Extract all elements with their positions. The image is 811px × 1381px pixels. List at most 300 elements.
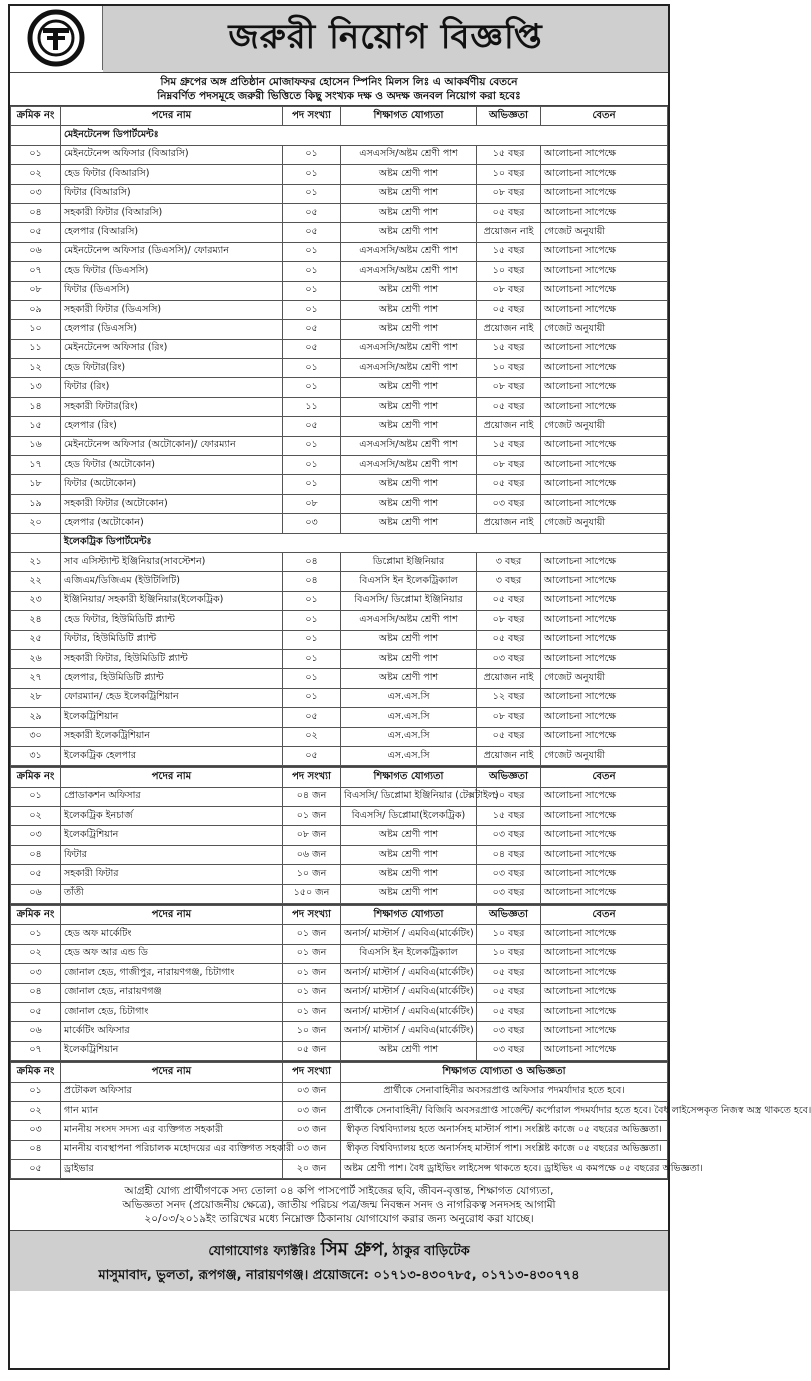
cell-edu: ডিপ্লোমা ইঞ্জিনিয়ার [341, 552, 477, 571]
cell-edu: অষ্টম শ্রেণী পাশ [341, 865, 477, 884]
cell-exp: ১২ বছর [477, 688, 541, 707]
col-header-sl: ক্রমিক নং [11, 107, 61, 126]
cell-post: মেইনটেনেন্স অফিসার (অটোকোন)/ ফোরম্যান [61, 436, 283, 455]
cell-salary: আলোচনা সাপেক্ষে [541, 456, 668, 475]
cell-post: ইলেকট্রিশিয়ান [61, 708, 283, 727]
col-header-post: পদের নাম [61, 107, 283, 126]
table-row [11, 397, 668, 416]
cell-exp: ১৫ বছর [477, 436, 541, 455]
cell-sl: ০৫ [11, 223, 61, 242]
cell-post: ফিটার, হিউমিডিটি প্ল্যান্ট [61, 630, 283, 649]
cell-sl: ০৮ [11, 281, 61, 300]
col-header-count: পদ সংখ্যা [283, 906, 341, 925]
cell-edu: অষ্টম শ্রেণী পাশ [341, 649, 477, 668]
cell-salary: আলোচনা সাপেক্ষে [541, 1041, 668, 1060]
table-row [11, 184, 668, 203]
cell-post: তাঁতী [61, 884, 283, 903]
cell-edu: এস.এস.সি [341, 727, 477, 746]
cell-sl: ০৫ [11, 865, 61, 884]
cell-edu-exp: প্রার্থীকে সেনাবাহিনীর অবসরপ্রাপ্ত অফিসার পদমর্যাদার হতে হবে। [341, 1082, 668, 1101]
page-title: জরুরী নিয়োগ বিজ্ঞপ্তি [228, 16, 543, 57]
cell-post: হেড ফিটার(রিং) [61, 359, 283, 378]
cell-edu: বিএসসি ইন ইলেকট্রিক্যাল [341, 944, 477, 963]
cell-exp: ০৫ বছর [477, 203, 541, 222]
cell-exp: ১৫ বছর [477, 145, 541, 164]
cell-post: ইঞ্জিনিয়ার/ সহকারী ইঞ্জিনিয়ার(ইলেকট্রিক) [61, 591, 283, 610]
cell-edu: অষ্টম শ্রেণী পাশ [341, 1041, 477, 1060]
table-row [11, 1140, 668, 1159]
cell-count: ০১ [283, 242, 341, 261]
col-header-salary: বেতন [541, 107, 668, 126]
cell-count: ০৮ [283, 494, 341, 513]
table-row [11, 1121, 668, 1140]
cell-salary: আলোচনা সাপেক্ষে [541, 727, 668, 746]
table-row [11, 611, 668, 630]
cell-salary: আলোচনা সাপেক্ষে [541, 203, 668, 222]
cell-post: হেলপার (রিং) [61, 417, 283, 436]
col-header-exp: অভিজ্ঞতা [477, 906, 541, 925]
cell-exp: ০৫ বছর [477, 475, 541, 494]
cell-edu: এসএসসি/অষ্টম শ্রেণী পাশ [341, 436, 477, 455]
cell-sl: ১১ [11, 339, 61, 358]
cell-sl: ০৭ [11, 1041, 61, 1060]
cell-salary: গেজেট অনুযায়ী [541, 746, 668, 765]
cell-salary: আলোচনা সাপেক্ষে [541, 494, 668, 513]
cell-count: ০৫ জন [283, 1041, 341, 1060]
table-row [11, 514, 668, 533]
cell-count: ০৪ জন [283, 787, 341, 806]
cell-count: ০৫ [283, 320, 341, 339]
instruction-line: অভিজ্ঞতা সনদ (প্রয়োজনীয় ক্ষেত্রে), জাতীয় পরিচয় পত্র/জন্ম নিবন্ধন সনদ ও নাগরিকত্ব সনদসহ আগামী [122, 1199, 556, 1212]
cell-exp: ১৫ বছর [477, 339, 541, 358]
cell-count: ০৫ [283, 339, 341, 358]
marketing-table [10, 905, 668, 1062]
table-row [11, 552, 668, 571]
title-banner [103, 6, 668, 72]
cell-count: ০২ [283, 727, 341, 746]
cell-salary: আলোচনা সাপেক্ষে [541, 572, 668, 591]
cell-exp: ১০ বছর [477, 925, 541, 944]
table-row [11, 281, 668, 300]
cell-count: ০১ [283, 669, 341, 688]
table-row [11, 320, 668, 339]
cell-count: ০১ [283, 591, 341, 610]
cell-exp: প্রয়োজন নাই [477, 320, 541, 339]
table-row [11, 983, 668, 1002]
cell-post: হেড অফ আর এন্ড ডি [61, 944, 283, 963]
table-row [11, 1101, 668, 1120]
header [10, 6, 668, 73]
col-header-salary: বেতন [541, 768, 668, 787]
table-row [11, 649, 668, 668]
cell-exp: ০৩ বছর [477, 884, 541, 903]
cell-exp: ০৫ বছর [477, 630, 541, 649]
col-header-edu: শিক্ষাগত যোগ্যতা [341, 906, 477, 925]
col-header-exp: অভিজ্ঞতা [477, 107, 541, 126]
cell-salary: আলোচনা সাপেক্ষে [541, 184, 668, 203]
cell-sl: ২৪ [11, 611, 61, 630]
section-row [11, 126, 668, 145]
cell-count: ১৫০ জন [283, 884, 341, 903]
table-row [11, 145, 668, 164]
section-sl-cell [11, 533, 61, 552]
cell-salary: আলোচনা সাপেক্ষে [541, 845, 668, 864]
cell-edu: অষ্টম শ্রেণী পাশ [341, 378, 477, 397]
cell-sl: ০২ [11, 944, 61, 963]
cell-sl: ০৯ [11, 300, 61, 319]
cell-post: হেলপার (অটোকোন) [61, 514, 283, 533]
cell-salary: আলোচনা সাপেক্ষে [541, 339, 668, 358]
cell-salary: আলোচনা সাপেক্ষে [541, 884, 668, 903]
cell-sl: ১৮ [11, 475, 61, 494]
cell-edu: অষ্টম শ্রেণী পাশ [341, 630, 477, 649]
cell-edu: এস.এস.সি [341, 688, 477, 707]
cell-sl: ২৬ [11, 649, 61, 668]
table-row [11, 1022, 668, 1041]
cell-salary: আলোচনা সাপেক্ষে [541, 944, 668, 963]
table-row [11, 944, 668, 963]
cell-count: ১০ জন [283, 865, 341, 884]
cell-post: এজিএম/ডিজিএম (ইউটিলিটি) [61, 572, 283, 591]
table-row [11, 339, 668, 358]
col-header-edu-exp: শিক্ষাগত যোগ্যতা ও অভিজ্ঞতা [341, 1063, 668, 1082]
cell-edu: অনার্স/ মাস্টার্স / এমবিএ(মার্কেটিং) [341, 964, 477, 983]
cell-salary: আলোচনা সাপেক্ষে [541, 378, 668, 397]
cell-exp: প্রয়োজন নাই [477, 417, 541, 436]
table-row [11, 223, 668, 242]
instruction-line: ২০/০৩/২০১৯ইং তারিখের মধ্যে নিম্নোক্ত ঠিকানায় যোগাযোগ করার জন্য অনুরোধ করা যাচ্ছে। [144, 1213, 534, 1226]
cell-count: ০৫ [283, 417, 341, 436]
cell-edu: এসএসসি/অষ্টম শ্রেণী পাশ [341, 456, 477, 475]
table-header-row [11, 1063, 668, 1082]
cell-sl: ০৫ [11, 1002, 61, 1021]
cell-exp: প্রয়োজন নাই [477, 746, 541, 765]
cell-edu: বিএসসি ইন ইলেকট্রিক্যাল [341, 572, 477, 591]
cell-post: ফিটার (রিং) [61, 378, 283, 397]
cell-salary: আলোচনা সাপেক্ষে [541, 983, 668, 1002]
cell-count: ০১ [283, 475, 341, 494]
table-row [11, 884, 668, 903]
cell-post: হেড ফিটার (ডিএসসি) [61, 262, 283, 281]
cell-exp: ১৫ বছর [477, 242, 541, 261]
cell-count: ০১ [283, 262, 341, 281]
cell-edu: এস.এস.সি [341, 708, 477, 727]
cell-post: হেলপার (বিআরসি) [61, 223, 283, 242]
cell-sl: ১৪ [11, 397, 61, 416]
cell-sl: ১৯ [11, 494, 61, 513]
cell-salary: আলোচনা সাপেক্ষে [541, 262, 668, 281]
cell-salary: আলোচনা সাপেক্ষে [541, 359, 668, 378]
cell-count: ১১ [283, 397, 341, 416]
cell-count: ০৫ [283, 203, 341, 222]
cell-count: ০১ [283, 456, 341, 475]
cell-count: ০৮ জন [283, 826, 341, 845]
table-row [11, 1160, 668, 1179]
section-row [11, 533, 668, 552]
cell-salary: আলোচনা সাপেক্ষে [541, 436, 668, 455]
cell-edu: অষ্টম শ্রেণী পাশ [341, 669, 477, 688]
col-header-post: পদের নাম [61, 906, 283, 925]
cell-edu: এসএসসি/অষ্টম শ্রেণী পাশ [341, 611, 477, 630]
cell-count: ০১ [283, 281, 341, 300]
cell-edu: এস.এস.সি [341, 746, 477, 765]
cell-count: ০৩ জন [283, 1121, 341, 1140]
cell-sl: ৩০ [11, 727, 61, 746]
table-body [11, 787, 668, 903]
cell-post: ফিটার (ডিএসসি) [61, 281, 283, 300]
cell-exp: ০৫ বছর [477, 983, 541, 1002]
cell-exp: ১৫ বছর [477, 807, 541, 826]
production-table [10, 767, 668, 905]
cell-count: ০৪ [283, 552, 341, 571]
cell-edu: অষ্টম শ্রেণী পাশ [341, 281, 477, 300]
table-header-row [11, 906, 668, 925]
section-title: মেইনটেনেন্স ডিপার্টমেন্টঃ [61, 126, 668, 145]
cell-exp: ০৮ বছর [477, 281, 541, 300]
cell-salary: আলোচনা সাপেক্ষে [541, 649, 668, 668]
cell-exp: ০৩ বছর [477, 826, 541, 845]
cell-count: ০১ [283, 630, 341, 649]
cell-count: ০১ জন [283, 807, 341, 826]
section-sl-cell [11, 126, 61, 145]
cell-count: ০৬ জন [283, 845, 341, 864]
table-row [11, 378, 668, 397]
cell-sl: ১৭ [11, 456, 61, 475]
cell-sl: ০২ [11, 165, 61, 184]
cell-count: ০১ [283, 300, 341, 319]
cell-count: ০১ জন [283, 1002, 341, 1021]
cell-salary: গেজেট অনুযায়ী [541, 514, 668, 533]
cell-count: ০৩ জন [283, 1101, 341, 1120]
cell-count: ০৪ [283, 572, 341, 591]
table-row [11, 262, 668, 281]
cell-count: ০১ [283, 688, 341, 707]
cell-salary: গেজেট অনুযায়ী [541, 417, 668, 436]
cell-salary: আলোচনা সাপেক্ষে [541, 165, 668, 184]
cell-sl: ০১ [11, 1082, 61, 1101]
table-row [11, 359, 668, 378]
cell-post: হেলপার (ডিএসসি) [61, 320, 283, 339]
table-row [11, 494, 668, 513]
cell-sl: ২৯ [11, 708, 61, 727]
cell-sl: ০৪ [11, 203, 61, 222]
cell-edu: অষ্টম শ্রেণী পাশ [341, 826, 477, 845]
table-row [11, 787, 668, 806]
col-header-count: পদ সংখ্যা [283, 768, 341, 787]
cell-edu: অষ্টম শ্রেণী পাশ [341, 514, 477, 533]
application-instructions [10, 1180, 668, 1231]
intro-line: নিম্নবর্ণিত পদসমূহে জরুরী ভিত্তিতে কিছু সংখ্যক দক্ষ ও অদক্ষ জনবল নিয়োগ করা হবেঃ [157, 90, 521, 102]
table-row [11, 475, 668, 494]
cell-edu-exp: স্বীকৃত বিশ্ববিদ্যালয় হতে অনার্সসহ মাস্টার্স পাশ। সংশ্লিষ্ট কাজে ০৫ বছরের অভিজ্ঞতা। [341, 1140, 668, 1159]
cell-exp: প্রয়োজন নাই [477, 514, 541, 533]
cell-post: হেড ফিটার, হিউমিডিটি প্ল্যান্ট [61, 611, 283, 630]
cell-edu-exp: স্বীকৃত বিশ্ববিদ্যালয় হতে অনার্সসহ মাস্টার্স পাশ। সংশ্লিষ্ট কাজে ০৫ বছরের অভিজ্ঞতা। [341, 1121, 668, 1140]
cell-exp: ০৫ বছর [477, 397, 541, 416]
cell-sl: ০৩ [11, 826, 61, 845]
cell-exp: প্রয়োজন নাই [477, 669, 541, 688]
col-header-exp: অভিজ্ঞতা [477, 768, 541, 787]
cell-exp: ০৫ বছর [477, 964, 541, 983]
contact-info [10, 1231, 668, 1291]
table-row [11, 925, 668, 944]
cell-salary: আলোচনা সাপেক্ষে [541, 1022, 668, 1041]
cell-edu: অষ্টম শ্রেণী পাশ [341, 184, 477, 203]
table-row [11, 1002, 668, 1021]
cell-edu: অষ্টম শ্রেণী পাশ [341, 223, 477, 242]
cell-post: ইলেকট্রিশিয়ান [61, 826, 283, 845]
cell-salary: আলোচনা সাপেক্ষে [541, 688, 668, 707]
cell-count: ০১ [283, 611, 341, 630]
cell-exp: ১০ বছর [477, 262, 541, 281]
cell-sl: ২২ [11, 572, 61, 591]
cell-post: ড্রাইভার [61, 1160, 283, 1179]
cell-salary: আলোচনা সাপেক্ষে [541, 475, 668, 494]
table-row [11, 203, 668, 222]
col-header-edu: শিক্ষাগত যোগ্যতা [341, 768, 477, 787]
cell-count: ০১ জন [283, 925, 341, 944]
cell-exp: ০৩ বছর [477, 1022, 541, 1041]
cell-edu: অষ্টম শ্রেণী পাশ [341, 475, 477, 494]
cell-edu-exp: প্রার্থীকে সেনাবাহিনী/ বিজিবি অবসরপ্রাপ্ত সার্জেন্ট/ কর্পোরাল পদমর্যাদার হতে হবে। বৈধ লাইসেন্সকৃত নিজস্ব অস্ত্র থাকতে হবে। [341, 1101, 668, 1120]
cell-post: ফিটার [61, 845, 283, 864]
col-header-post: পদের নাম [61, 1063, 283, 1082]
col-header-edu: শিক্ষাগত যোগ্যতা [341, 107, 477, 126]
table-row [11, 417, 668, 436]
cell-exp: ০৮ বছর [477, 378, 541, 397]
cell-sl: ০৭ [11, 262, 61, 281]
cell-post: জোনাল হেড, চিটাগাং [61, 1002, 283, 1021]
cell-post: জোনাল হেড, নারায়ণগঞ্জ [61, 983, 283, 1002]
cell-edu: এসএসসি/অষ্টম শ্রেণী পাশ [341, 359, 477, 378]
cell-post: সহকারী ফিটার(রিং) [61, 397, 283, 416]
cell-exp: ০৩ বছর [477, 649, 541, 668]
table-row [11, 688, 668, 707]
table-row [11, 456, 668, 475]
cell-edu: বিএসসি/ ডিপ্লোমা(ইলেকট্রিক) [341, 807, 477, 826]
cell-count: ০১ [283, 184, 341, 203]
cell-edu: অষ্টম শ্রেণী পাশ [341, 397, 477, 416]
cell-sl: ২৭ [11, 669, 61, 688]
table-row [11, 964, 668, 983]
cell-salary: আলোচনা সাপেক্ষে [541, 708, 668, 727]
cell-salary: গেজেট অনুযায়ী [541, 669, 668, 688]
admin-table [10, 1062, 811, 1180]
cell-post: ফিটার (বিআরসি) [61, 184, 283, 203]
instruction-line: আগ্রহী যোগ্য প্রার্থীগণকে সদ্য তোলা ০৪ কপি পাসপোর্ট সাইজের ছবি, জীবন-বৃত্তান্ত, শিক্ষাগত যোগ্যতা, [124, 1185, 554, 1198]
cell-edu: বিএসসি/ ডিপ্লোমা ইঞ্জিনিয়ার (টেক্সটাইল) [341, 787, 477, 806]
cell-count: ০১ জন [283, 983, 341, 1002]
section-title: ইলেকট্রিক ডিপার্টমেন্টঃ [61, 533, 668, 552]
job-advertisement [8, 4, 811, 1370]
table-row [11, 242, 668, 261]
cell-sl: ১২ [11, 359, 61, 378]
cell-count: ০১ [283, 649, 341, 668]
cell-salary: গেজেট অনুযায়ী [541, 320, 668, 339]
cell-post: ফিটার (অটোকোন) [61, 475, 283, 494]
cell-exp: ০৫ বছর [477, 591, 541, 610]
cell-post: সহকারী ইলেকট্রিশিয়ান [61, 727, 283, 746]
cell-edu: অনার্স/ মাস্টার্স / এমবিএ(মার্কেটিং) [341, 1022, 477, 1041]
cell-salary: আলোচনা সাপেক্ষে [541, 787, 668, 806]
cell-sl: ২১ [11, 552, 61, 571]
cell-exp: প্রয়োজন নাই [477, 223, 541, 242]
cell-sl: ০৬ [11, 884, 61, 903]
cell-count: ০১ জন [283, 964, 341, 983]
cell-exp: ০৩ বছর [477, 865, 541, 884]
contact-address: মাসুমাবাদ, ভুলতা, রূপগঞ্জ, নারায়ণগঞ্জ। প্রয়োজনে: ০১৭১৩-৪৩০৭৮৫, ০১৭১৩-৪৩০৭৭৪ [98, 1268, 580, 1284]
cell-post: ইলেকট্রিশিয়ান [61, 1041, 283, 1060]
table-row [11, 300, 668, 319]
cell-edu: অষ্টম শ্রেণী পাশ [341, 417, 477, 436]
cell-exp: ০৮ বছর [477, 708, 541, 727]
cell-edu: অনার্স/ মাস্টার্স / এমবিএ(মার্কেটিং) [341, 925, 477, 944]
contact-line [16, 1235, 662, 1266]
cell-edu: বিএসসি/ ডিপ্লোমা ইঞ্জিনিয়ার [341, 591, 477, 610]
cell-post: সহকারী ফিটার [61, 865, 283, 884]
cell-sl: ১৩ [11, 378, 61, 397]
cell-exp: ০৫ বছর [477, 1002, 541, 1021]
cell-post: মার্কেটিং অফিসার [61, 1022, 283, 1041]
cell-count: ০১ [283, 378, 341, 397]
cell-exp: ০৮ বছর [477, 184, 541, 203]
cell-post: মাননীয় ব্যবস্থাপনা পরিচালক মহোদয়ের এর ব্যক্তিগত সহকারী [61, 1140, 283, 1159]
cell-count: ০১ [283, 436, 341, 455]
cell-exp: ০৫ বছর [477, 727, 541, 746]
contact-suffix: , ঠাকুর বাড়িটেক [383, 1244, 470, 1260]
cell-sl: ০১ [11, 787, 61, 806]
cell-sl: ২৫ [11, 630, 61, 649]
cell-post: হেড ফিটার (বিআরসি) [61, 165, 283, 184]
cell-salary: আলোচনা সাপেক্ষে [541, 925, 668, 944]
cell-edu: অষ্টম শ্রেণী পাশ [341, 884, 477, 903]
cell-salary: আলোচনা সাপেক্ষে [541, 281, 668, 300]
cell-edu: এসএসসি/অষ্টম শ্রেণী পাশ [341, 262, 477, 281]
cell-exp: ০৪ বছর [477, 845, 541, 864]
cell-sl: ২০ [11, 514, 61, 533]
cell-sl: ০৪ [11, 1140, 61, 1159]
cell-post: মেইনটেনেন্স অফিসার (বিআরসি) [61, 145, 283, 164]
table-row [11, 1082, 668, 1101]
cell-salary: আলোচনা সাপেক্ষে [541, 611, 668, 630]
cell-post: হেড ফিটার (অটোকোন) [61, 456, 283, 475]
cell-post: মাননীয় সংসদ সদস্য এর ব্যক্তিগত সহকারী [61, 1121, 283, 1140]
cell-edu: অনার্স/ মাস্টার্স / এমবিএ(মার্কেটিং) [341, 983, 477, 1002]
cell-exp: ১০ বছর [477, 787, 541, 806]
cell-post: সাব এসিস্ট্যান্ট ইঞ্জিনিয়ার(সাবস্টেশন) [61, 552, 283, 571]
cell-exp: ১০ বছর [477, 165, 541, 184]
cell-salary: আলোচনা সাপেক্ষে [541, 397, 668, 416]
table-row [11, 572, 668, 591]
col-header-count: পদ সংখ্যা [283, 1063, 341, 1082]
table-row [11, 165, 668, 184]
cell-salary: আলোচনা সাপেক্ষে [541, 1002, 668, 1021]
cell-edu: অষ্টম শ্রেণী পাশ [341, 845, 477, 864]
cell-post: প্রটোকল অফিসার [61, 1082, 283, 1101]
cell-post: ইলেকট্রিক হেলপার [61, 746, 283, 765]
cell-post: ফোরম্যান/ হেড ইলেকট্রিশিয়ান [61, 688, 283, 707]
cell-salary: আলোচনা সাপেক্ষে [541, 552, 668, 571]
cell-sl: ০৬ [11, 242, 61, 261]
cell-salary: আলোচনা সাপেক্ষে [541, 630, 668, 649]
cell-sl: ০৩ [11, 964, 61, 983]
cell-salary: আলোচনা সাপেক্ষে [541, 807, 668, 826]
cell-exp: ১০ বছর [477, 359, 541, 378]
table-row [11, 845, 668, 864]
cell-sl: ১০ [11, 320, 61, 339]
cell-salary: আলোচনা সাপেক্ষে [541, 964, 668, 983]
col-header-salary: বেতন [541, 906, 668, 925]
